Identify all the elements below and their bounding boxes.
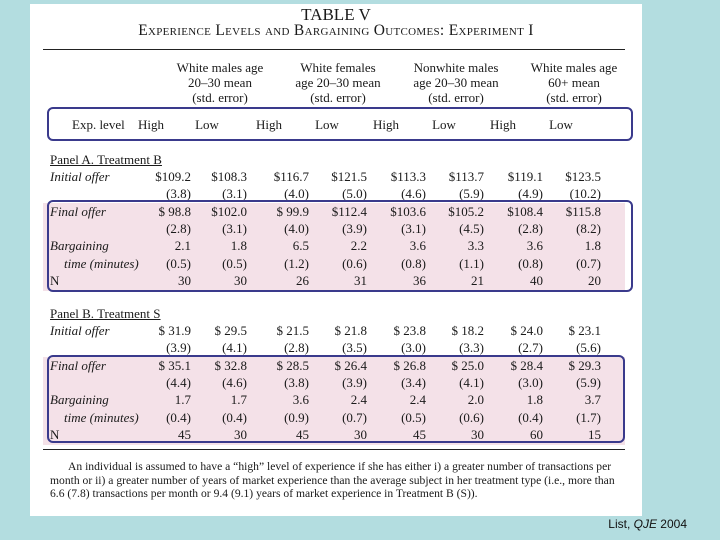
top-rule [43,49,625,50]
table-cell: (0.5) [401,409,426,425]
level-6: Low [432,117,456,132]
column-header-2-line3: (std. error) [310,90,366,105]
table-cell: (3.3) [459,340,484,356]
level-4: Low [315,117,339,132]
table-cell: $116.7 [273,169,309,184]
column-header-4-line2: 60+ mean [548,75,600,90]
panel-title-a: Panel A. Treatment B [50,152,162,167]
row-label: Initial offer [50,323,110,338]
table-cell: (5.6) [576,340,601,356]
column-header-3-line1: Nonwhite males [413,60,499,75]
experience-level-frame [47,107,633,141]
table-cell: $ 18.2 [451,323,484,338]
table-cell: 30 [234,426,247,442]
table-cell: $ 23.1 [568,323,601,338]
table-cell: $ 21.8 [334,323,367,338]
table-cell: (0.4) [222,409,247,425]
level-2: Low [195,117,219,132]
panel-a-frame [47,200,633,292]
table-cell: (3.1) [222,220,247,236]
column-header-1-line3: (std. error) [192,90,248,105]
table-cell: 20 [588,272,601,288]
table-cell: 3.6 [292,392,309,408]
exp-level-label: Exp. level [72,117,125,132]
table-cell: $ 26.4 [334,357,367,373]
citation-journal: QJE [633,517,657,531]
level-7: High [490,117,516,132]
level-5: High [373,117,399,132]
level-8: Low [549,117,573,132]
table-cell: 1.7 [230,392,247,408]
table-cell: 45 [413,426,426,442]
table-cell: (4.0) [284,220,309,236]
table-cell: $105.2 [448,203,484,219]
table-cell: (0.8) [518,255,543,271]
table-cell: 2.4 [409,392,426,408]
table-cell: 6.5 [292,238,309,254]
table-cell: (3.9) [166,340,191,356]
table-cell: 3.7 [584,392,601,408]
row-label: Bargaining [50,238,109,254]
table-cell: (2.8) [166,220,191,236]
table-cell: (4.5) [459,220,484,236]
table-cell: $ 32.8 [214,357,247,373]
column-header-2-line2: age 20–30 mean [295,75,381,90]
table-cell: 26 [296,272,309,288]
panel-b-frame [47,355,625,443]
table-cell: 60 [530,426,543,442]
table-cell: 31 [354,272,367,288]
column-header-3-line2: age 20–30 mean [413,75,499,90]
column-header-1-line1: White males age [176,60,264,75]
table-cell: (4.4) [166,374,191,390]
table-cell: (3.9) [342,220,367,236]
row-label: Initial offer [50,169,110,184]
table-cell: (3.1) [222,186,247,202]
table-cell: (5.0) [342,186,367,202]
table-cell: $108.4 [507,203,543,219]
citation-author: List, [608,517,634,531]
table-cell: (0.5) [166,255,191,271]
table-cell: (3.0) [401,340,426,356]
table-cell: $102.0 [211,203,247,219]
table-cell: $ 21.5 [276,323,309,338]
table-cell: 30 [178,272,191,288]
table-cell: 40 [530,272,543,288]
table-cell: 30 [354,426,367,442]
table-cell: (5.9) [459,186,484,202]
level-1: High [138,117,164,132]
table-footnote: An individual is assumed to have a “high” level of experience if she has either i) a greater number of transactions per month or ii) a greater number of years of market experience than the average subject in her treatment type (i.e., more than 6.6 (7.8) transactions per month or 9.4 (9.1) years of market experience in Treatment B (S)). [50,460,615,501]
table-subtitle: Experience Levels and Bargaining Outcomes: Experiment I [138,22,534,39]
table-cell: (0.6) [459,409,484,425]
row-label: Final offer [50,357,106,373]
table-cell: $115.8 [565,203,601,219]
table-cell: (4.9) [518,186,543,202]
column-header-4-line1: White males age [530,60,618,75]
table-cell: 1.8 [230,238,247,254]
table-cell: $103.6 [390,203,426,219]
table-cell: (0.7) [576,255,601,271]
table-cell: 2.4 [350,392,367,408]
row-label: N [50,426,60,442]
citation-year: 2004 [656,517,687,531]
table-cell: (4.1) [222,340,247,356]
table-cell: (4.1) [459,374,484,390]
table-cell: (3.1) [401,220,426,236]
table-cell: 2.0 [467,392,484,408]
table-cell: (5.9) [576,374,601,390]
table-cell: $ 99.9 [276,203,309,219]
table-cell: $ 24.0 [510,323,543,338]
table-cell: $119.1 [507,169,543,184]
table-cell: (3.4) [401,374,426,390]
table-title: TABLE V [301,5,371,24]
column-header-4-line3: (std. error) [546,90,602,105]
table-cell: $109.2 [155,169,191,184]
table-cell: $112.4 [331,203,367,219]
table-cell: (3.8) [284,374,309,390]
table-cell: 30 [234,272,247,288]
table-cell: (3.8) [166,186,191,202]
row-label: time (minutes) [64,409,139,425]
table-cell: (0.6) [342,255,367,271]
table-cell: (0.5) [222,255,247,271]
table-cell: 3.3 [467,238,484,254]
table-cell: $113.7 [448,169,484,184]
table-cell: 30 [471,426,484,442]
table-cell: (4.6) [222,374,247,390]
table-cell: $ 31.9 [158,323,191,338]
table-cell: (0.4) [166,409,191,425]
bottom-rule [43,449,625,450]
table-cell: $ 28.4 [510,357,543,373]
column-header-1-line2: 20–30 mean [188,75,252,90]
table-cell: (8.2) [576,220,601,236]
panel-title-b: Panel B. Treatment S [50,306,161,321]
table-cell: $ 26.8 [393,357,426,373]
table-cell: (3.0) [518,374,543,390]
table-cell: 3.6 [526,238,543,254]
table-cell: (1.7) [576,409,601,425]
level-3: High [256,117,282,132]
table-cell: 1.8 [526,392,543,408]
column-header-2-line1: White females [300,60,376,75]
table-cell: $ 35.1 [158,357,191,373]
table-cell: 2.1 [174,238,191,254]
table-cell: 45 [296,426,309,442]
citation [608,517,687,531]
table-cell: (0.4) [518,409,543,425]
table-cell: 21 [471,272,484,288]
table-cell: (2.8) [284,340,309,356]
table-cell: $123.5 [565,169,601,184]
table-cell: 3.6 [409,238,426,254]
row-label: N [50,272,60,288]
table-cell: (2.8) [518,220,543,236]
column-header-3-line3: (std. error) [428,90,484,105]
table-cell: (1.2) [284,255,309,271]
row-label: Bargaining [50,392,109,408]
table-cell: (0.8) [401,255,426,271]
table-cell: (0.7) [342,409,367,425]
table-cell: $121.5 [331,169,367,184]
table-cell: $108.3 [211,169,247,184]
table-cell: (1.1) [459,255,484,271]
table-cell: $ 23.8 [393,323,426,338]
table-cell: 2.2 [350,238,367,254]
table-cell: (3.9) [342,374,367,390]
table-cell: 45 [178,426,191,442]
table-cell: 1.7 [174,392,191,408]
table-cell: 15 [588,426,601,442]
table-cell: $ 28.5 [276,357,309,373]
table-cell: (10.2) [569,186,601,202]
table-cell: (4.6) [401,186,426,202]
table-cell: (4.0) [284,186,309,202]
row-label: Final offer [50,203,106,219]
table-cell: (2.7) [518,340,543,356]
table-cell: $ 98.8 [158,203,191,219]
table-cell: (3.5) [342,340,367,356]
table-cell: $ 29.5 [214,323,247,338]
table-cell: $ 29.3 [568,357,601,373]
table-cell: (0.9) [284,409,309,425]
table-cell: $ 25.0 [451,357,484,373]
table-cell: $113.3 [390,169,426,184]
row-label: time (minutes) [64,255,139,271]
table-cell: 1.8 [584,238,601,254]
table-cell: 36 [413,272,426,288]
